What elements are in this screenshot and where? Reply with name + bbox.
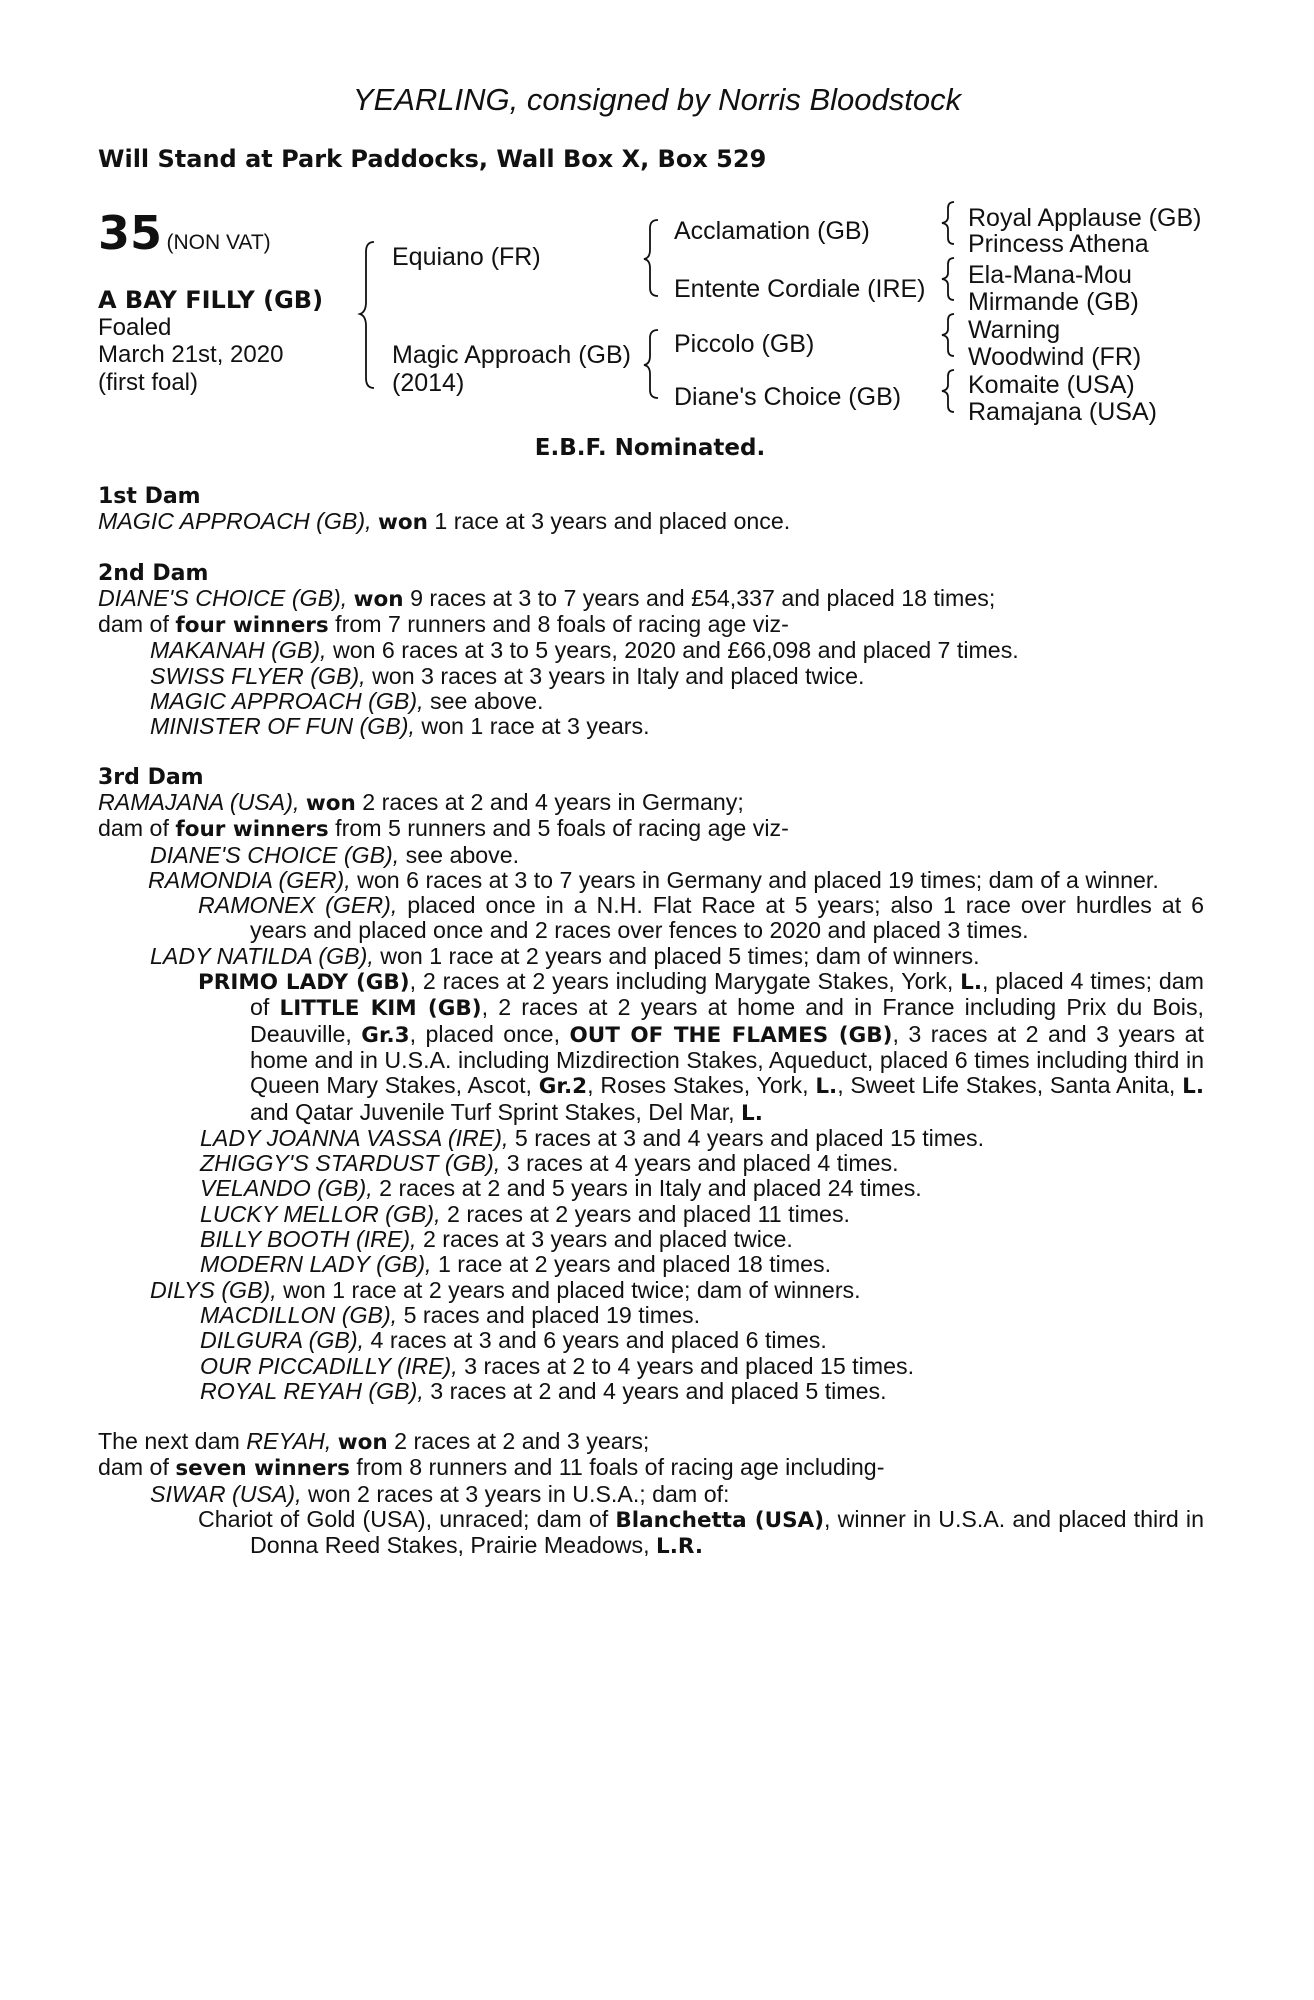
pedigree-sire: Equiano (FR) <box>392 243 541 271</box>
third-dam-record <box>98 790 1204 816</box>
horse-name: MODERN LADY (GB), <box>200 1251 432 1278</box>
progeny-line <box>98 638 1204 663</box>
progeny-line <box>98 1303 1204 1328</box>
record-text: , 3 races at 2 and 3 years at home and in U.S.A. including Mizdirection Stakes, Aqueduct, placed 6 times including third in Queen Mary Stakes, Ascot, <box>250 1020 1204 1099</box>
won-label: won <box>353 586 404 612</box>
record-text: 3 races at 4 years and placed 4 times. <box>506 1150 899 1177</box>
foaled-date: March 21st, 2020 <box>98 341 284 368</box>
progeny-line <box>98 868 1204 893</box>
lot-description: A BAY FILLY (GB) <box>98 286 324 314</box>
dam-of-label: dam of <box>98 611 169 638</box>
progeny-line <box>98 893 1204 944</box>
horse-name: Blanchetta (USA) <box>615 1507 825 1533</box>
record-text: 5 races at 3 and 4 years and placed 15 times. <box>514 1124 985 1151</box>
next-dam-record <box>98 1429 1204 1455</box>
progeny-line <box>98 1278 1204 1303</box>
progeny-line <box>98 1379 1204 1404</box>
progeny-line <box>98 1482 1204 1507</box>
listed-label: L. <box>1182 1074 1204 1100</box>
pedigree-bracket-dam <box>646 328 666 408</box>
progeny-line <box>98 1227 1204 1252</box>
pedigree-bracket-g3-2 <box>942 256 958 302</box>
foaled-label: Foaled <box>98 314 172 341</box>
second-dam-produce-summary <box>98 612 1204 638</box>
record-text: 3 races at 2 and 4 years and placed 5 times. <box>430 1377 887 1404</box>
third-dam-produce-summary <box>98 816 1204 842</box>
record-text: won 6 races at 3 to 7 years in Germany and placed 19 times; dam of a winner. <box>357 866 1159 893</box>
pedigree-g3-3: Ela-Mana-Mou <box>968 261 1132 289</box>
winners-count: four winners <box>175 817 329 843</box>
record-text: , 2 races at 2 years at home and in France including Prix du Bois, Deauville, <box>250 994 1204 1047</box>
record-text: see above. <box>430 688 544 715</box>
horse-name: MINISTER OF FUN (GB), <box>150 713 415 740</box>
horse-name: LUCKY MELLOR (GB), <box>200 1200 441 1227</box>
page-title: YEARLING, consigned by Norris Bloodstock <box>352 82 962 117</box>
pedigree-dam-dam: Diane's Choice (GB) <box>674 383 902 411</box>
progeny-line <box>98 689 1204 714</box>
group-label: Gr.2 <box>538 1074 588 1100</box>
horse-name: RAMONDIA (GER), <box>148 866 351 893</box>
record-text: see above. <box>405 841 520 868</box>
winners-count: four winners <box>175 613 329 639</box>
listed-label: L.R. <box>656 1534 703 1560</box>
record-text: , placed once, <box>409 1020 561 1047</box>
won-label: won <box>378 510 428 536</box>
pedigree-sire-sire: Acclamation (GB) <box>674 217 870 245</box>
next-dam-produce-summary <box>98 1455 1204 1481</box>
record-text: won 1 race at 2 years and placed twice; dam of winners. <box>283 1276 861 1303</box>
record-text: won 3 races at 3 years in Italy and placed twice. <box>372 662 865 689</box>
horse-name: SWISS FLYER (GB), <box>150 662 366 689</box>
progeny-line <box>98 944 1204 969</box>
pedigree-g3-2: Princess Athena <box>968 230 1149 258</box>
won-label: won <box>305 790 356 816</box>
pedigree-bracket-g3-3 <box>942 312 958 358</box>
horse-name: LADY NATILDA (GB), <box>150 942 374 969</box>
record-text: won 2 races at 3 years in U.S.A.; dam of: <box>308 1480 730 1507</box>
record-text: , Roses Stakes, York, <box>587 1072 809 1099</box>
horse-name: RAMAJANA (USA), <box>98 788 300 815</box>
record-text: 1 race at 2 years and placed 18 times. <box>437 1251 832 1278</box>
progeny-line <box>98 1126 1204 1151</box>
pedigree-g3-7: Komaite (USA) <box>968 371 1135 399</box>
first-dam-record <box>98 509 1204 535</box>
pedigree-dam-year: (2014) <box>392 369 465 397</box>
horse-name: ROYAL REYAH (GB), <box>200 1377 424 1404</box>
horse-name: REYAH, <box>246 1428 332 1455</box>
progeny-line <box>98 1354 1204 1379</box>
horse-name: SIWAR (USA), <box>150 1480 302 1507</box>
pedigree-g3-6: Woodwind (FR) <box>968 343 1142 371</box>
chariot-record <box>98 1507 1204 1560</box>
produce-text: from 7 runners and 8 foals of racing age viz- <box>335 611 789 638</box>
record-text: and Qatar Juvenile Turf Sprint Stakes, Del Mar, <box>250 1098 735 1125</box>
first-dam-heading: 1st Dam <box>98 484 201 509</box>
foal-note: (first foal) <box>98 369 199 396</box>
third-dam-heading: 3rd Dam <box>98 764 204 790</box>
second-dam-record <box>98 586 1204 612</box>
horse-name: DILYS (GB), <box>150 1276 277 1303</box>
pedigree-g3-4: Mirmande (GB) <box>968 288 1139 316</box>
pedigree-bracket-g3-4 <box>942 368 958 414</box>
horse-name: MAKANAH (GB), <box>150 637 327 664</box>
primo-lady-record <box>98 969 1204 1126</box>
horse-name: ZHIGGY'S STARDUST (GB), <box>200 1150 501 1177</box>
record-text: won 6 races at 3 to 5 years, 2020 and £66,098 and placed 7 times. <box>332 637 1019 664</box>
pedigree-bracket-g3-1 <box>942 200 958 246</box>
record-text: 2 races at 2 and 4 years in Germany; <box>362 788 744 815</box>
progeny-line <box>98 1151 1204 1176</box>
dam-of-label: dam of <box>98 815 169 842</box>
pedigree-g3-5: Warning <box>968 316 1061 344</box>
record-text: , Sweet Life Stakes, Santa Anita, <box>837 1072 1176 1099</box>
progeny-line <box>98 1176 1204 1201</box>
stand-location: Will Stand at Park Paddocks, Wall Box X, Box 529 <box>98 145 767 173</box>
horse-name: OUR PICCADILLY (IRE), <box>200 1352 458 1379</box>
pedigree-dam-sire: Piccolo (GB) <box>674 330 815 358</box>
record-text: 9 races at 3 to 7 years and £54,337 and placed 18 times; <box>410 584 996 611</box>
horse-name: OUT OF THE FLAMES (GB) <box>569 1022 893 1048</box>
horse-name: LADY JOANNA VASSA (IRE), <box>200 1124 509 1151</box>
record-text: , 2 races at 2 years including Marygate Stakes, York, <box>409 968 954 995</box>
listed-label: L. <box>960 970 982 996</box>
group-label: Gr.3 <box>361 1022 410 1048</box>
ebf-nomination: E.B.F. Nominated. <box>534 435 766 461</box>
horse-name: MACDILLON (GB), <box>200 1301 398 1328</box>
progeny-line <box>98 1252 1204 1277</box>
horse-name: MAGIC APPROACH (GB), <box>150 688 424 715</box>
pedigree-bracket-sire <box>646 218 666 298</box>
record-text: , winner in U.S.A. and placed third in Donna Reed Stakes, Prairie Meadows, <box>250 1505 1204 1559</box>
horse-name: LITTLE KIM (GB) <box>279 996 482 1022</box>
horse-name: DIANE'S CHOICE (GB), <box>150 841 400 868</box>
horse-name: PRIMO LADY (GB) <box>198 970 410 996</box>
vat-status: (NON VAT) <box>166 231 271 254</box>
record-text: 2 races at 2 and 5 years in Italy and placed 24 times. <box>379 1175 922 1202</box>
record-text: 2 races at 2 and 3 years; <box>394 1428 650 1455</box>
horse-name: RAMONEX (GER), <box>198 892 398 919</box>
second-dam-heading: 2nd Dam <box>98 560 209 586</box>
pedigree-g3-8: Ramajana (USA) <box>968 398 1157 426</box>
produce-text: from 5 runners and 5 foals of racing age viz- <box>335 815 789 842</box>
record-text: 1 race at 3 years and placed once. <box>434 508 791 535</box>
record-text: won 1 race at 2 years and placed 5 times; dam of winners. <box>380 942 980 969</box>
progeny-line <box>98 843 1204 868</box>
progeny-line <box>98 1328 1204 1353</box>
dam-of-label: dam of <box>98 1454 169 1481</box>
listed-label: L. <box>741 1100 763 1126</box>
record-text: 4 races at 3 and 6 years and placed 6 times. <box>370 1327 827 1354</box>
produce-text: from 8 runners and 11 foals of racing age including- <box>356 1454 885 1481</box>
winners-count: seven winners <box>175 1456 350 1482</box>
pedigree-g3-1: Royal Applause (GB) <box>968 204 1202 232</box>
pedigree-dam: Magic Approach (GB) <box>392 341 631 369</box>
intro-text: The next dam <box>98 1428 240 1455</box>
horse-name: DIANE'S CHOICE (GB), <box>98 584 348 611</box>
record-text: Chariot of Gold (USA), unraced; dam of <box>198 1505 609 1532</box>
lot-number-line <box>98 206 271 260</box>
pedigree-bracket-main <box>362 240 382 390</box>
record-text: placed once in a N.H. Flat Race at 5 years; also 1 race over hurdles at 6 years and placed once and 2 races over fences to 2020 and placed 3 times. <box>250 892 1204 944</box>
horse-name: VELANDO (GB), <box>200 1175 373 1202</box>
listed-label: L. <box>815 1074 838 1100</box>
lot-number: 35 <box>98 206 163 260</box>
progeny-line <box>98 1202 1204 1227</box>
dam-records <box>98 484 1204 1560</box>
record-text: 2 races at 2 years and placed 11 times. <box>446 1200 850 1227</box>
horse-name: BILLY BOOTH (IRE), <box>200 1226 417 1253</box>
record-text: 2 races at 3 years and placed twice. <box>422 1226 793 1253</box>
progeny-line <box>98 714 1204 739</box>
record-text: 5 races and placed 19 times. <box>403 1301 701 1328</box>
progeny-line <box>98 664 1204 689</box>
horse-name: MAGIC APPROACH (GB), <box>98 508 372 535</box>
won-label: won <box>337 1430 388 1456</box>
record-text: won 1 race at 3 years. <box>421 713 650 740</box>
record-text: 3 races at 2 to 4 years and placed 15 times. <box>464 1352 915 1379</box>
horse-name: DILGURA (GB), <box>200 1327 365 1354</box>
pedigree-sire-dam: Entente Cordiale (IRE) <box>674 275 926 303</box>
record-text: , placed 4 times; dam of <box>250 968 1204 1021</box>
